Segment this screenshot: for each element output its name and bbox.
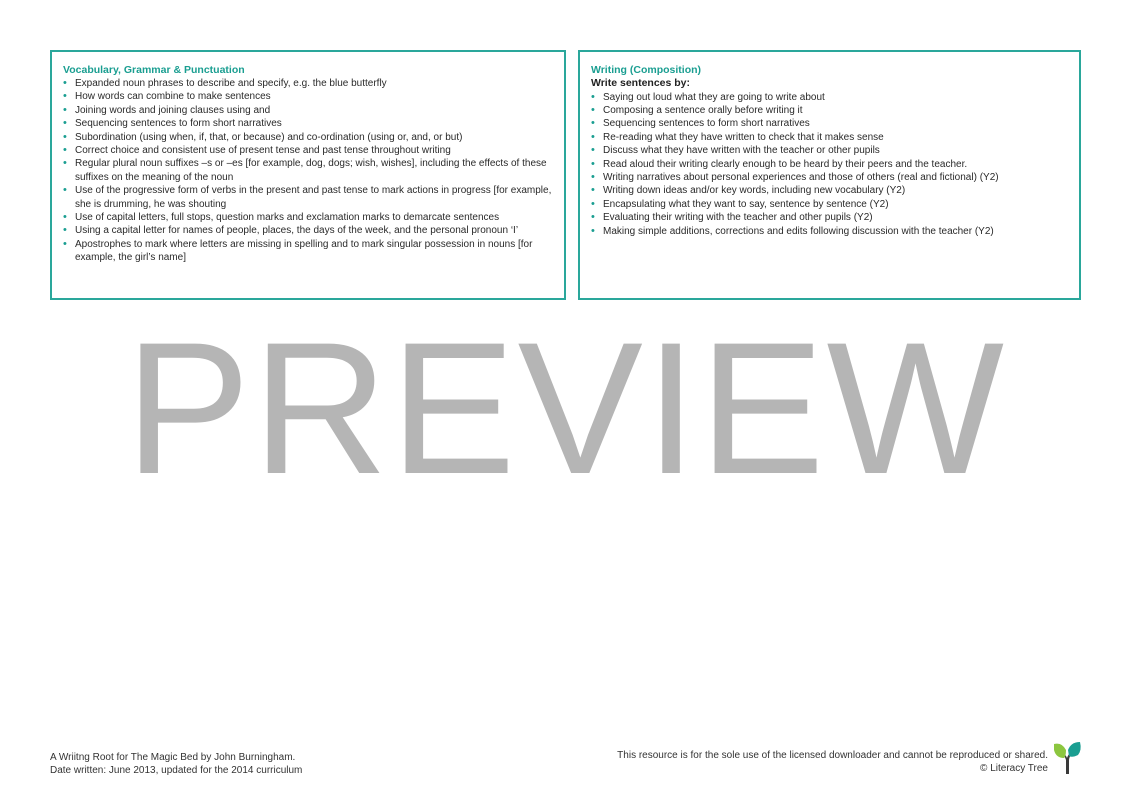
bullet-icon: • — [63, 117, 67, 130]
footer-title-line: A Wriitng Root for The Magic Bed by John Burningham. — [50, 752, 296, 763]
bullet-icon: • — [63, 157, 67, 170]
bullet-icon: • — [63, 184, 67, 197]
bullet-icon: • — [63, 103, 67, 116]
writing-composition-panel — [578, 50, 1081, 300]
bullet-icon: • — [591, 90, 595, 103]
panel-subheading: Write sentences by: — [591, 77, 691, 89]
list-item: • Writing narratives about personal experiences and those of others (real and fictional) (Y2) — [591, 170, 999, 183]
preview-watermark: PREVIEW — [124, 303, 1007, 513]
list-item: • Joining words and joining clauses using and — [63, 103, 271, 116]
bullet-icon: • — [63, 90, 67, 103]
literacy-tree-logo-icon — [1052, 740, 1082, 774]
bullet-icon: • — [63, 211, 67, 224]
list-item: • Re-reading what they have written to check that it makes sense — [591, 130, 884, 143]
bullet-icon: • — [591, 224, 595, 237]
footer-license — [617, 749, 1048, 775]
list-item: • Sequencing sentences to form short narratives — [63, 117, 282, 130]
list-item: • Subordination (using when, if, that, or because) and co-ordination (using or, and, or but) — [63, 130, 463, 143]
license-notice: This resource is for the sole use of the licensed downloader and cannot be reproduced or shared. — [617, 750, 1048, 761]
bullet-icon: • — [63, 144, 67, 157]
list-item: • Composing a sentence orally before writing it — [591, 103, 803, 116]
list-item: • Encapsulating what they want to say, sentence by sentence (Y2) — [591, 197, 889, 210]
bullet-icon: • — [591, 117, 595, 130]
list-item: • Use of the progressive form of verbs in the present and past tense to mark actions in progress [for example, she is drumming, he was shouting — [63, 184, 552, 210]
bullet-icon: • — [591, 103, 595, 116]
list-item: • Expanded noun phrases to describe and specify, e.g. the blue butterfly — [63, 77, 387, 89]
vocabulary-grammar-panel — [50, 50, 566, 300]
list-item: • Evaluating their writing with the teacher and other pupils (Y2) — [591, 211, 873, 224]
bullet-icon: • — [63, 237, 67, 250]
list-item: • Making simple additions, corrections and edits following discussion with the teacher (Y2) — [591, 224, 994, 237]
list-item: • Use of capital letters, full stops, question marks and exclamation marks to demarcate sentences — [63, 211, 500, 224]
panel-title: Writing (Composition) — [591, 64, 702, 76]
bullet-icon: • — [591, 144, 595, 157]
list-item: • Correct choice and consistent use of present tense and past tense throughout writing — [63, 144, 451, 157]
list-item: • Sequencing sentences to form short narratives — [591, 117, 810, 130]
panel-title: Vocabulary, Grammar & Punctuation — [63, 64, 245, 76]
list-item: • Writing down ideas and/or key words, including new vocabulary (Y2) — [591, 184, 906, 197]
vocabulary-list — [63, 77, 552, 265]
list-item: • Apostrophes to mark where letters are missing in spelling and to mark singular possession in nouns [for example, the girl’s name] — [63, 237, 533, 264]
list-item: • Regular plural noun suffixes –s or –es [for example, dog, dogs; wish, wishes], including the effects of these suffixes on the meaning of the noun — [63, 157, 547, 183]
composition-list — [591, 91, 1067, 238]
bullet-icon: • — [591, 130, 595, 143]
bullet-icon: • — [63, 130, 67, 143]
list-item: • Read aloud their writing clearly enough to be heard by their peers and the teacher. — [591, 157, 968, 170]
footer-date-line: Date written: June 2013, updated for the 2014 curriculum — [50, 765, 303, 776]
bullet-icon: • — [591, 197, 595, 210]
copyright: © Literacy Tree — [980, 763, 1048, 774]
list-item: • Using a capital letter for names of people, places, the days of the week, and the personal pronoun ‘I’ — [63, 224, 519, 237]
bullet-icon: • — [63, 224, 67, 237]
bullet-icon: • — [591, 211, 595, 224]
bullet-icon: • — [591, 184, 595, 197]
bullet-icon: • — [591, 170, 595, 183]
list-item: • Saying out loud what they are going to write about — [591, 90, 825, 103]
list-item: • Discuss what they have written with the teacher or other pupils — [591, 144, 880, 157]
bullet-icon: • — [63, 77, 67, 89]
list-item: • How words can combine to make sentences — [63, 90, 271, 103]
bullet-icon: • — [591, 157, 595, 170]
footer-source — [50, 751, 302, 777]
